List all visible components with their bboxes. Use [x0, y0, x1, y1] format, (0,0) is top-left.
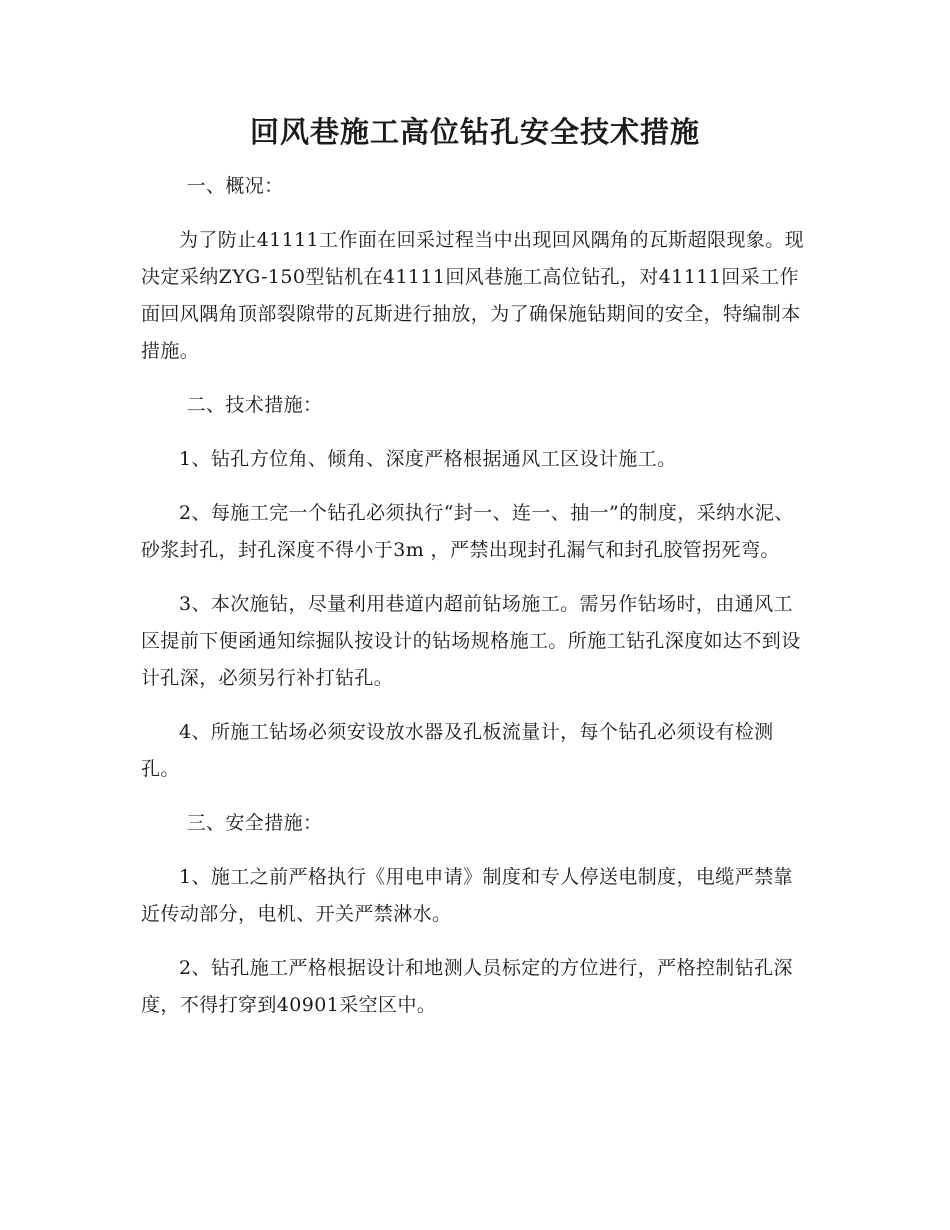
paragraph-safety-1: 1、施工之前严格执行《用电申请》制度和专人停送电制度，电缆严禁靠近传动部分，电机、开关严禁淋水。: [141, 866, 793, 925]
section-heading-safety: 三、安全措施：: [186, 812, 323, 834]
paragraph-overview: 为了防止41111工作面在回采过程当中出现回风隅角的瓦斯超限现象。现决定采纳ZYG-150型钻机在41111回风巷施工高位钻孔，对41111回采工作面回风隅角顶部裂隙带的瓦斯进行抽放，为了确保施钻期间的安全，特编制本措施。: [141, 229, 805, 362]
section-heading-overview: 一、概况：: [186, 175, 284, 197]
paragraph-technical-4: 4、所施工钻场必须安设放水器及孔板流量计，每个钻孔必须设有检测孔。: [141, 721, 774, 780]
paragraph-technical-2: 2、每施工完一个钻孔必须执行“封一、连一、抽一”的制度，采纳水泥、砂浆封孔，封孔深度不得小于3m ，严禁出现封孔漏气和封孔胶管拐死弯。: [141, 502, 794, 561]
paragraph-safety-2: 2、钻孔施工严格根据设计和地测人员标定的方位进行，严格控制钻孔深度，不得打穿到40901采空区中。: [141, 957, 793, 1016]
section-heading-technical: 二、技术措施：: [186, 394, 323, 416]
document-title: 回风巷施工高位钻孔安全技术措施: [249, 115, 700, 149]
paragraph-technical-3: 3、本次施钻，尽量利用巷道内超前钻场施工。需另作钻场时，由通风工区提前下便函通知综掘队按设计的钻场规格施工。所施工钻孔深度如达不到设计孔深，必须另行补打钻孔。: [141, 593, 801, 689]
document-body: [141, 168, 811, 1024]
paragraph-technical-1: 1、钻孔方位角、倾角、深度严格根据通风工区设计施工。: [179, 448, 677, 470]
